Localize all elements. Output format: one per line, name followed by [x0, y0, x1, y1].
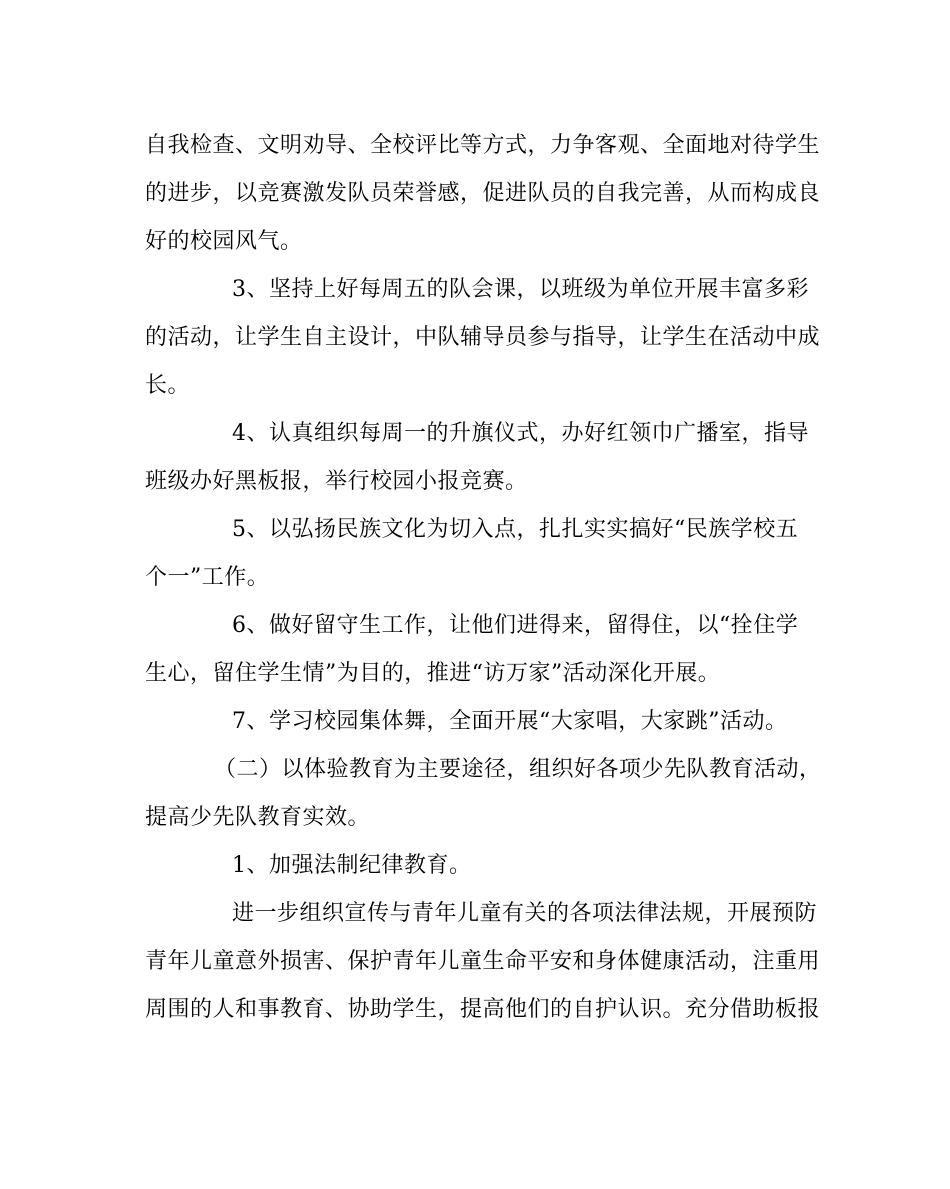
- paragraph-line: 的进步，以竞赛激发队员荣誉感，促进队员的自我完善，从而构成良: [145, 181, 821, 206]
- paragraph-line: 青年儿童意外损害、保护青年儿童生命平安和身体健康活动，注重用: [145, 949, 821, 974]
- paragraph-line: 个一”工作。: [145, 565, 270, 590]
- paragraph-line: 班级办好黑板报，举行校园小报竞赛。: [145, 469, 528, 494]
- paragraph-line: 4、认真组织每周一的升旗仪式，办好红领巾广播室，指导: [232, 421, 809, 446]
- paragraph-line: 周围的人和事教育、协助学生，提高他们的自护认识。充分借助板报: [145, 997, 821, 1022]
- paragraph-line: 长。: [145, 373, 191, 398]
- paragraph-line: 6、做好留守生工作，让他们进得来，留得住，以“拴住学: [232, 613, 799, 638]
- paragraph-line: 提高少先队教育实效。: [145, 805, 371, 830]
- paragraph-line: 的活动，让学生自主设计，中队辅导员参与指导，让学生在活动中成: [145, 325, 821, 350]
- paragraph-line: 1、加强法制纪律教育。: [232, 853, 472, 878]
- paragraph-line: 自我检查、文明劝导、全校评比等方式，力争客观、全面地对待学生: [145, 133, 821, 158]
- paragraph-line: 5、以弘扬民族文化为切入点，扎扎实实搞好“民族学校五: [232, 517, 799, 542]
- paragraph-line: 好的校园风气。: [145, 229, 303, 254]
- paragraph-line: 生心，留住学生情”为目的，推进“访万家”活动深化开展。: [145, 661, 721, 686]
- paragraph-line: 7、学习校园集体舞，全面开展“大家唱，大家跳”活动。: [232, 709, 788, 734]
- paragraph-line: 3、坚持上好每周五的队会课，以班级为单位开展丰富多彩: [232, 277, 809, 302]
- paragraph-line: （二）以体验教育为主要途径，组织好各项少先队教育活动，: [214, 757, 822, 782]
- paragraph-line: 进一步组织宣传与青年儿童有关的各项法律法规，开展预防: [232, 901, 818, 926]
